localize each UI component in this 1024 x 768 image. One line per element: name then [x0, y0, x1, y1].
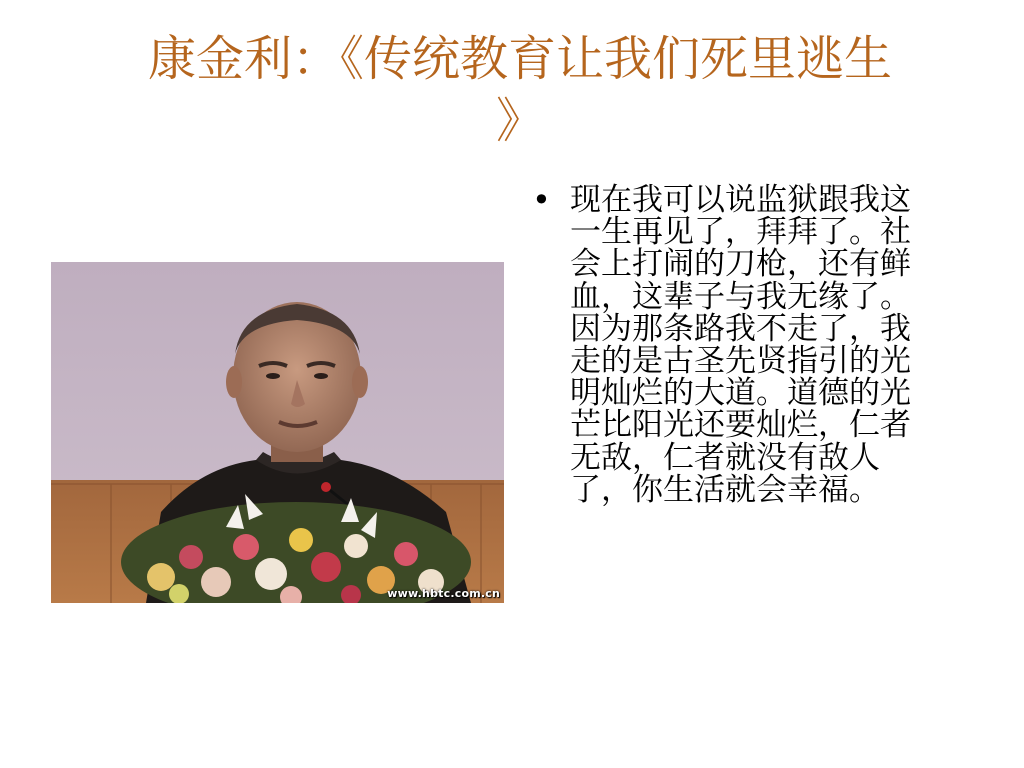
slide-title-line-2: 》 — [495, 93, 544, 149]
bullet-dot-icon: • — [532, 181, 551, 219]
slide-title-line-1: 康金利：《传统教育让我们死里逃生 — [147, 31, 892, 87]
bullet-text: 现在我可以说监狱跟我这一生再见了，拜拜了。社会上打闹的刀枪，还有鲜血，这辈子与我无缘了。因为那条路我不走了，我走的是古圣先贤指引的光明灿烂的大道。道德的光芒比阳光还要灿烂，仁者无敌，仁者就没有敌人了，你生活就会幸福。 — [570, 182, 911, 508]
photo-watermark: www.hbtc.com.cn — [387, 587, 500, 600]
speaker-photo — [51, 262, 504, 603]
bullet-list — [532, 181, 932, 508]
bullet-item — [532, 181, 932, 508]
speaker-photo-illustration — [51, 262, 504, 603]
slide-title — [60, 28, 980, 152]
